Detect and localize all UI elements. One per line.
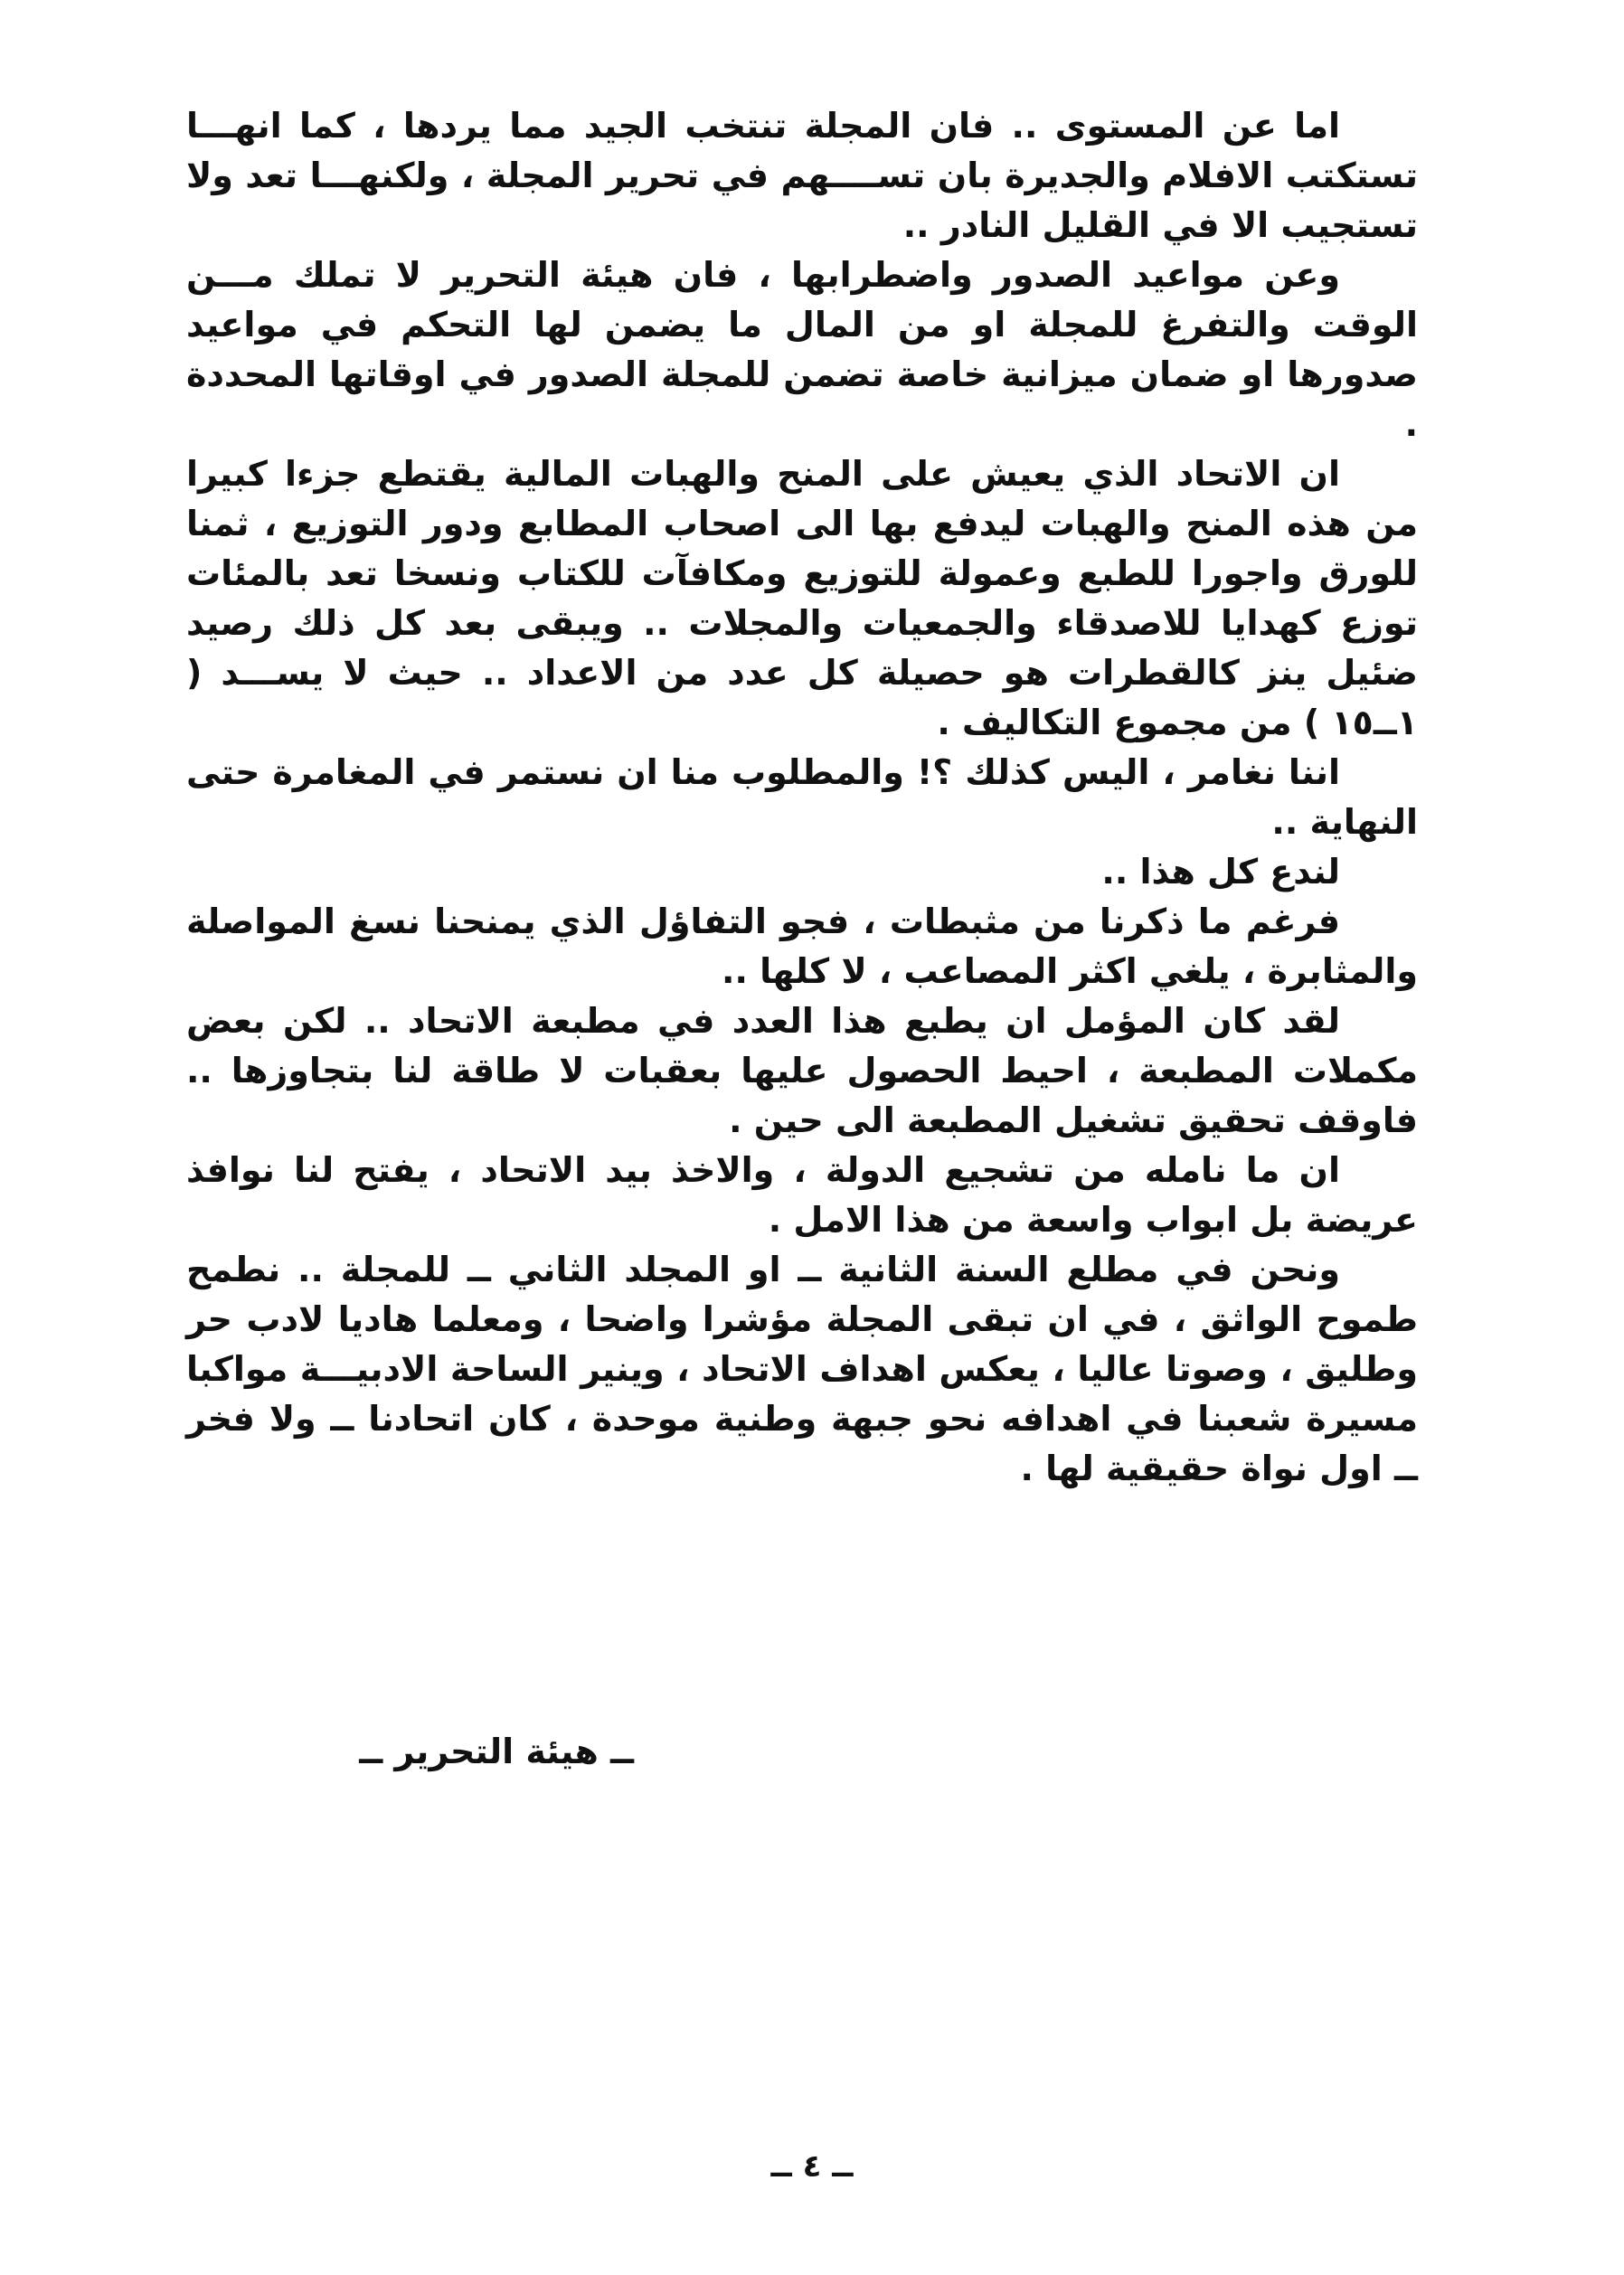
editorial-board-signature: ــ هيئة التحرير ــ	[359, 1732, 634, 1771]
paragraph-standards: اما عن المستوى .. فان المجلة تنتخب الجيد مما يردها ، كما انهـــا تستكتب الافلام والجديرة بان تســــهم في تحرير المجلة ، ولكنهـــا تعد ولا تستجيب الا في القليل النادر ..	[186, 106, 1418, 245]
paragraph-funding: ان الاتحاد الذي يعيش على المنح والهبات المالية يقتطع جزءا كبيرا من هذه المنح والهبات ليدفع بها الى اصحاب المطابع ودور التوزيع ، ثمنا للورق واجورا للطبع وعمولة للتوزيع ومكافآت للكتاب ونسخا تعد بالمئات توزع كهدايا للاصدقاء والجمعيات والمجلات .. ويبقى بعد كل ذلك رصيد ضئيل ينز كالقطرات هو حصيلة كل عدد من الاعداد .. حيث لا يســـد ( ١ــ١٥ ) من مجموع التكاليف .	[186, 454, 1418, 742]
page-number: ــ ٤ ــ	[770, 2148, 854, 2185]
paragraph-optimism: فرغم ما ذكرنا من مثبطات ، فجو التفاؤل الذي يمنحنا نسغ المواصلة والمثابرة ، يلغي اكثر المصاعب ، لا كلها ..	[186, 902, 1418, 991]
editorial-body	[186, 101, 1418, 1494]
paragraph-printing-press: لقد كان المؤمل ان يطبع هذا العدد في مطبعة الاتحاد .. لكن بعض مكملات المطبعة ، احيط الحصول عليها بعقبات لا طاقة لنا بتجاوزها .. فاوقف تحقيق تشغيل المطبعة الى حين .	[186, 1001, 1418, 1140]
paragraph-adventure: اننا نغامر ، اليس كذلك ؟! والمطلوب منا ان نستمر في المغامرة حتى النهاية ..	[186, 752, 1418, 842]
paragraph-leave-aside: لندع كل هذا ..	[1101, 852, 1340, 892]
paragraph-publication-schedule: وعن مواعيد الصدور واضطرابها ، فان هيئة التحرير لا تملك مـــن الوقت والتفرغ للمجلة او من المال ما يضمن لها التحكم في مواعيد صدورها او ضمان ميزانية خاصة تضمن للمجلة الصدور في اوقاتها المحددة .	[186, 255, 1418, 444]
paragraph-second-year: ونحن في مطلع السنة الثانية ــ او المجلد الثاني ــ للمجلة .. نطمح طموح الواثق ، في ان تبقى المجلة مؤشرا واضحا ، ومعلما هاديا لادب حر وطليق ، وصوتا عاليا ، يعكس اهداف الاتحاد ، وينير الساحة الادبيـــة مواكبا مسيرة شعبنا في اهدافه نحو جبهة وطنية موحدة ، كان اتحادنا ــ ولا فخر ــ اول نواة حقيقية لها .	[186, 1250, 1418, 1488]
paragraph-state-support: ان ما نامله من تشجيع الدولة ، والاخذ بيد الاتحاد ، يفتح لنا نوافذ عريضة بل ابواب واسعة من هذا الامل .	[186, 1150, 1418, 1240]
